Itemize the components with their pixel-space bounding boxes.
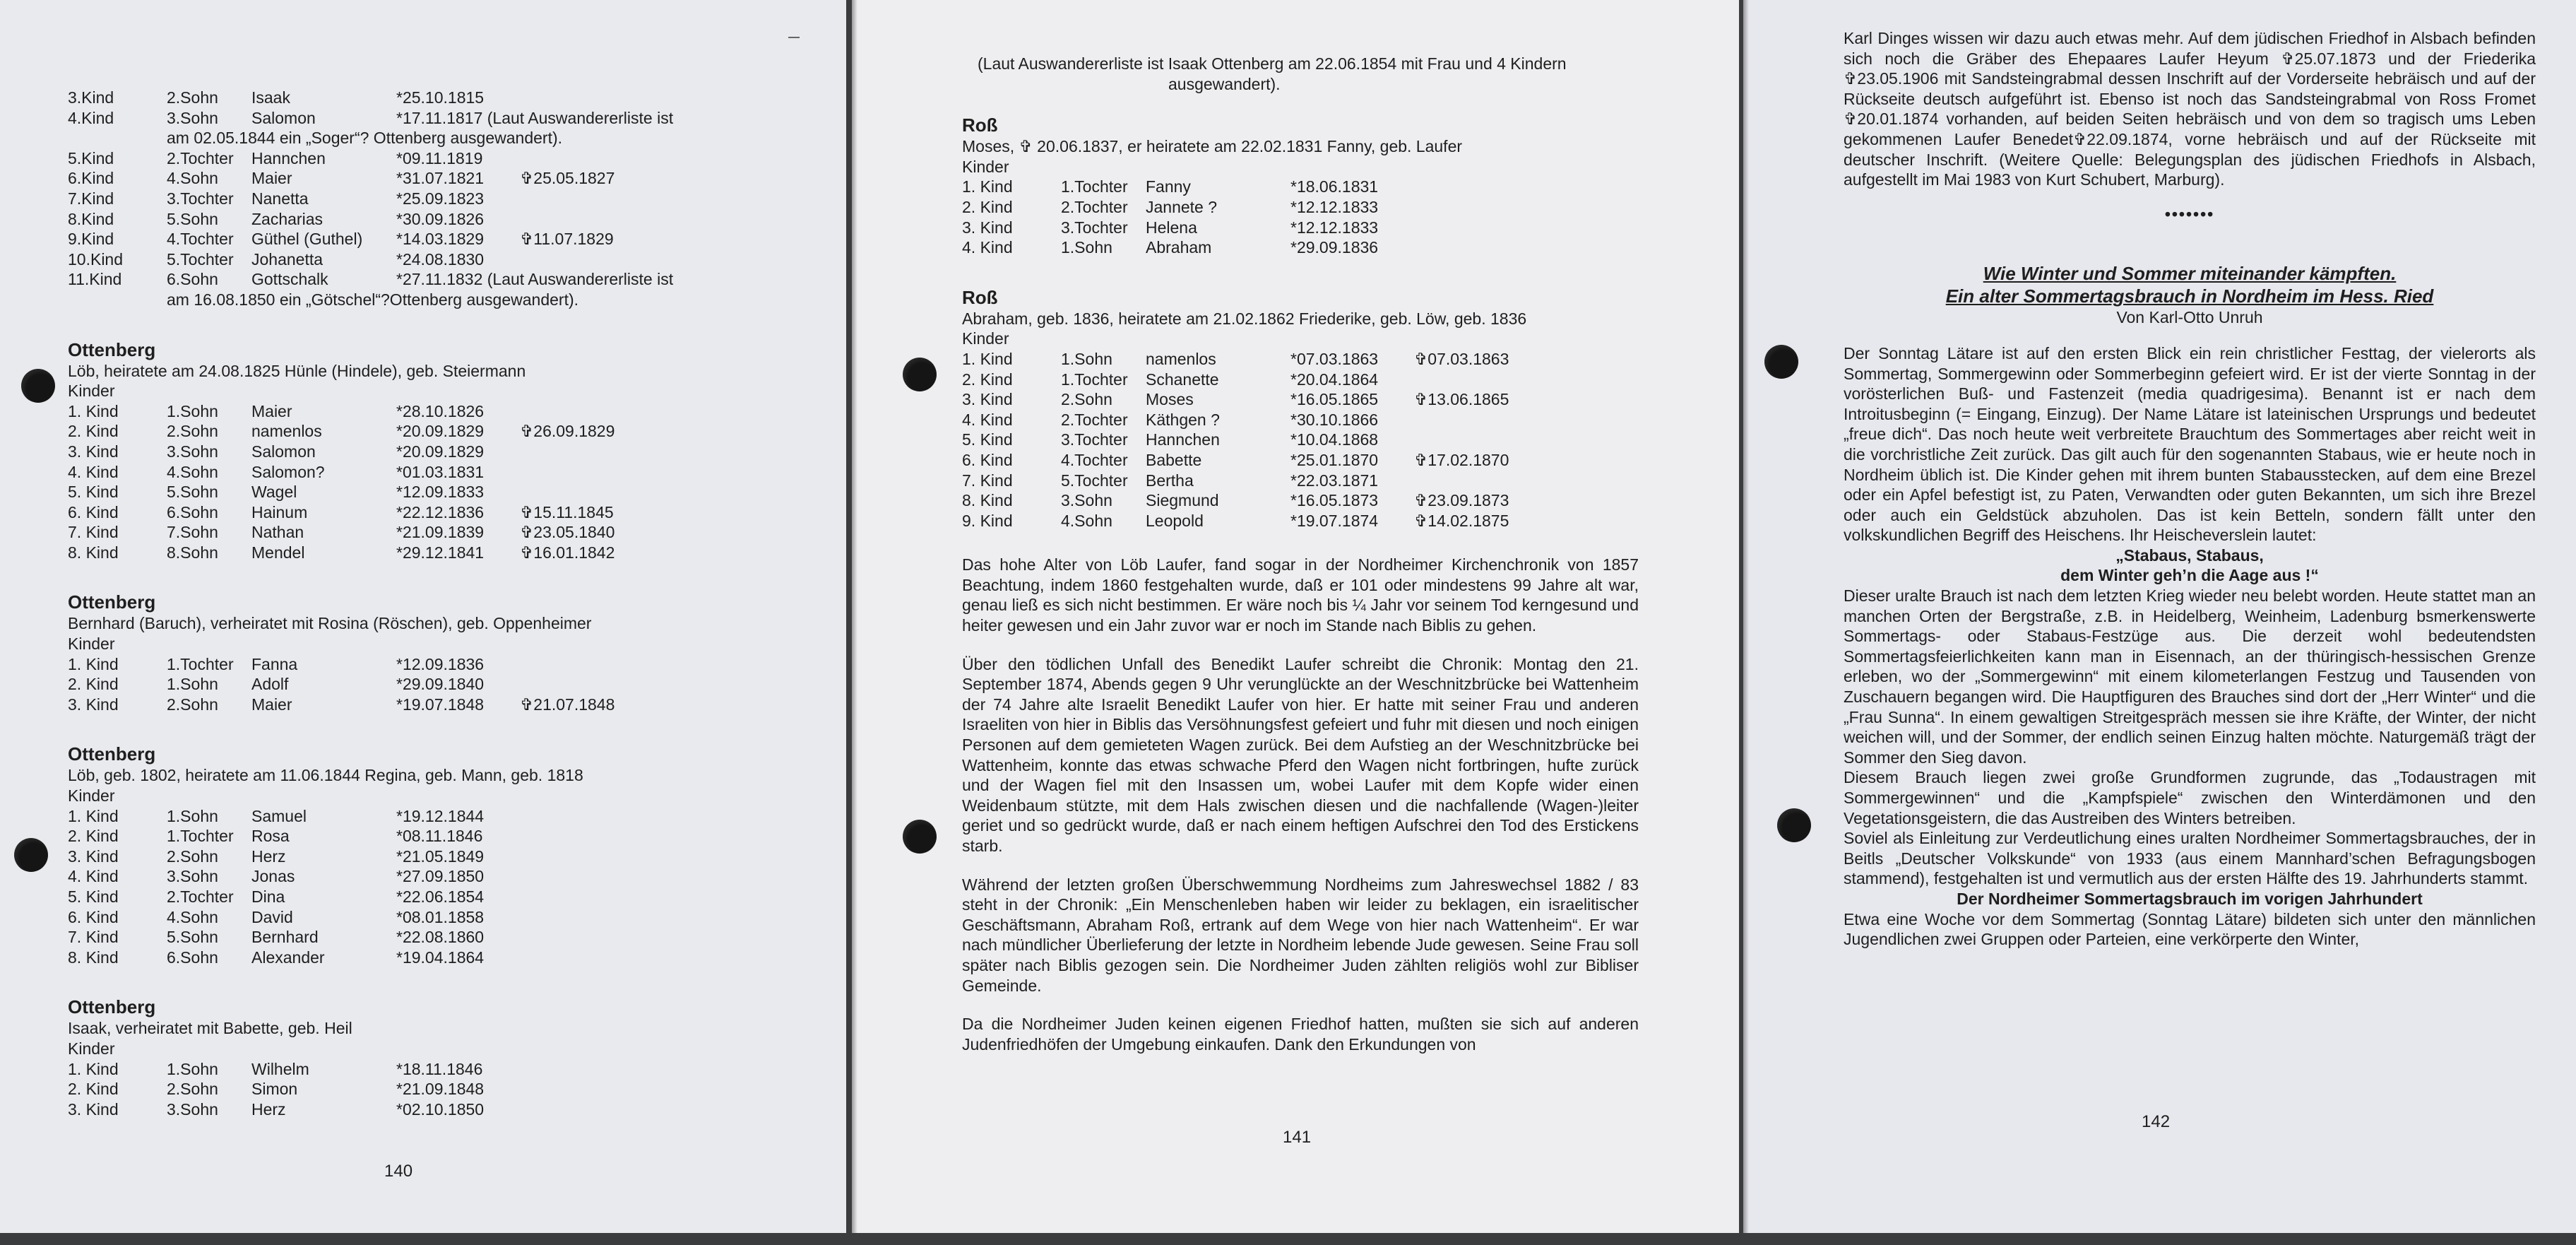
page-number: 142	[2142, 1112, 2171, 1131]
child-name: Jonas	[251, 867, 295, 886]
child-row	[68, 502, 817, 523]
birth-date: *22.06.1854	[396, 887, 485, 906]
child-row	[68, 148, 817, 169]
child-number: 3. Kind	[68, 442, 119, 461]
birth-date: *25.01.1870	[1290, 450, 1379, 469]
child-rank: 2.Sohn	[167, 88, 218, 107]
child-name: Simon	[251, 1080, 298, 1099]
child-name: Isaak	[251, 88, 290, 107]
child-row	[68, 290, 817, 310]
child-name: Dina	[251, 887, 285, 906]
birth-date: *08.01.1858	[396, 907, 485, 926]
child-rank: 1.Tochter	[167, 654, 234, 673]
birth-date: *12.09.1833	[396, 483, 485, 502]
paragraph: Karl Dinges wissen wir dazu auch etwas mehr. Auf dem jüdischen Friedhof in Alsbach befinden sich noch die Gräber des Ehepaares Laufer Heyum ✞25.07.1873 und der Friederika ✞23.05.1906 mit Sandsteingrabmal dessen Inschrift auf der Vorderseite hebräisch und auf der Rückseite deutsch aufgeführt ist. Ebenso ist noch das Sandsteingrabmal von Ross Fromet ✞20.01.1874 vorhanden, auf beiden Seiten hebräisch und von dem so tragisch ums Leben gekommenen Laufer Benedet✞22.09.1874, vorne hebräisch und auf der Rückseite mit deutscher Inschrift. (Weitere Quelle: Belegungsplan des jüdischen Friedhofs in Alsbach, aufgestellt im Mai 1983 von Kurt Schubert, Marburg).	[1844, 29, 2536, 189]
birth-date: *16.05.1865	[1290, 390, 1379, 409]
child-number: 4.Kind	[68, 108, 114, 127]
punch-hole	[21, 369, 55, 403]
child-number: 4. Kind	[962, 238, 1013, 257]
note-continuation: am 02.05.1844 ein „Soger“? Ottenberg ausgewandert).	[167, 129, 563, 148]
child-rank: 7.Sohn	[167, 523, 218, 542]
child-name: Mendel	[251, 543, 305, 562]
birth-date: *21.05.1849	[396, 846, 485, 866]
child-number: 3. Kind	[962, 218, 1013, 237]
child-name: Rosa	[251, 827, 290, 846]
death-date: ✞11.07.1829	[520, 230, 614, 249]
birth-date: *12.12.1833	[1290, 197, 1379, 216]
family-heading: Ottenberg	[68, 338, 156, 360]
children-label: Kinder	[962, 157, 1009, 176]
child-number: 7. Kind	[68, 523, 119, 542]
child-row	[68, 209, 817, 230]
child-rank: 6.Sohn	[167, 270, 218, 289]
child-number: 5. Kind	[68, 483, 119, 502]
child-number: 2. Kind	[962, 370, 1013, 389]
child-row	[68, 866, 817, 887]
section-heading: Der Nordheimer Sommertagsbrauch im vorigen Jahrhundert	[1957, 889, 2423, 908]
birth-date: *07.03.1863	[1290, 349, 1379, 368]
birth-date: *12.09.1836	[396, 654, 485, 673]
children-label: Kinder	[68, 635, 115, 654]
birth-date: *25.10.1815	[396, 88, 485, 107]
children-table-continued	[68, 88, 817, 310]
paragraph: Der Sonntag Lätare ist auf den ersten Blick ein rein christlicher Festtag, der vielerorts als Sommertag, Sommergewinn oder Sommerbeginn gefeiert wird. Er ist der vierte Sonntag in der vorösterlichen Buß- und Fastenzeit (media quadrigesima). Benannt ist er nach dem Introitusbeginn (= Eingang, Einzug). Der Name Lätare ist lateinischen Ursprungs und bedeutet „freue dich“. Das noch heute weit verbreitete Brauchtum des Sommertages aber reicht weit in die vorchristliche Zeit zurück. Das gilt auch für den sogenannten Stabaus, wie er heute noch in Nordheim üblich ist. Die Kinder gehen mit ihrem bunten Stabausstecken, auf dem eine Brezel oder ein Apfel befestigt ist, zu Paten, Verwandten oder guten Bekannten, um sich ihre Brezel oder auch ein Geldstück abzuholen. Das ist kein Betteln, sondern fällt unter den volkskundlichen Begriff des Heischens. Ihr Heischeverslein lautet:	[1844, 343, 2536, 545]
child-rank: 2.Tochter	[1061, 197, 1128, 216]
child-name: Maier	[251, 401, 292, 420]
child-name: Fanna	[251, 654, 298, 673]
child-rank: 5.Tochter	[167, 249, 234, 269]
page-140-content	[68, 88, 817, 1119]
child-rank: 2.Tochter	[167, 887, 234, 906]
child-name: Siegmund	[1146, 491, 1219, 510]
child-row	[68, 88, 817, 108]
child-row	[962, 237, 1668, 258]
child-name: Babette	[1146, 450, 1202, 469]
family-list	[962, 114, 1668, 531]
page-number: 141	[1283, 1128, 1312, 1147]
child-number: 5.Kind	[68, 148, 114, 167]
verse-line: dem Winter geh’n die Aage aus !“	[2060, 566, 2319, 585]
child-number: 1. Kind	[68, 401, 119, 420]
birth-date: *27.11.1832 (Laut Auswandererliste ist	[396, 270, 674, 289]
intro-line: (Laut Auswandererliste ist Isaak Ottenberg am 22.06.1854 mit Frau und 4 Kindern	[978, 54, 1567, 73]
page-140	[0, 0, 846, 1233]
child-row	[68, 695, 817, 715]
child-rank: 1.Sohn	[167, 401, 218, 420]
child-rank: 2.Sohn	[167, 1080, 218, 1099]
child-number: 6.Kind	[68, 169, 114, 188]
child-row	[68, 1059, 817, 1080]
child-number: 7. Kind	[68, 928, 119, 947]
birth-date: *28.10.1826	[396, 401, 485, 420]
family-description: Löb, heiratete am 24.08.1825 Hünle (Hindele), geb. Steiermann	[68, 361, 526, 380]
family-heading: Ottenberg	[68, 743, 156, 765]
child-row	[962, 490, 1668, 511]
child-rank: 3.Sohn	[1061, 491, 1112, 510]
child-rank: 2.Sohn	[167, 422, 218, 441]
child-number: 1. Kind	[962, 177, 1013, 196]
death-date: ✞13.06.1865	[1414, 390, 1509, 409]
birth-date: *19.12.1844	[396, 806, 485, 825]
birth-date: *31.07.1821	[396, 169, 485, 188]
child-row	[68, 482, 817, 502]
child-rank: 6.Sohn	[167, 502, 218, 521]
child-row	[962, 511, 1668, 531]
child-rank: 4.Sohn	[167, 907, 218, 926]
child-row	[68, 401, 817, 422]
page-142-content	[1844, 28, 2536, 950]
family-description: Bernhard (Baruch), verheiratet mit Rosina (Röschen), geb. Oppenheimer	[68, 614, 592, 633]
article-title: Wie Winter und Sommer miteinander kämpften.	[1983, 263, 2397, 285]
birth-date: *29.09.1836	[1290, 238, 1379, 257]
child-row	[68, 826, 817, 846]
child-name: Zacharias	[251, 209, 323, 228]
paragraph: Da die Nordheimer Juden keinen eigenen Friedhof hatten, mußten sie sich auf anderen Judenfriedhöfen der Umgebung einkaufen. Dank den Erkundungen von	[962, 1015, 1639, 1054]
birth-date: *22.12.1836	[396, 502, 485, 521]
birth-date: *27.09.1850	[396, 867, 485, 886]
child-number: 1. Kind	[68, 1059, 119, 1078]
child-row	[962, 389, 1668, 410]
child-name: Schanette	[1146, 370, 1219, 389]
paragraph: Etwa eine Woche vor dem Sommertag (Sonntag Lätare) bildeten sich unter den männlichen Jugendlichen zwei Gruppen oder Parteien, eine verkörperte den Winter,	[1844, 909, 2536, 949]
child-number: 8. Kind	[68, 543, 119, 562]
children-label: Kinder	[68, 786, 115, 806]
child-rank: 4.Sohn	[1061, 511, 1112, 530]
child-row	[962, 177, 1668, 197]
birth-date: *21.09.1848	[396, 1080, 485, 1099]
child-name: Hannchen	[251, 148, 326, 167]
birth-date: *24.08.1830	[396, 249, 485, 269]
child-rank: 1.Sohn	[1061, 238, 1112, 257]
child-number: 1. Kind	[68, 806, 119, 825]
child-number: 7.Kind	[68, 189, 114, 208]
birth-date: *29.12.1841	[396, 543, 485, 562]
child-number: 7. Kind	[962, 471, 1013, 490]
punch-hole	[903, 358, 937, 391]
child-name: Helena	[1146, 218, 1197, 237]
child-name: Maier	[251, 695, 292, 714]
paragraph: Dieser uralte Brauch ist nach dem letzten Krieg wieder neu belebt worden. Heute stattet man an manchen Orten der Bergstraße, z.B. in Heidelberg, Weinheim, Ladenburg bsmerkenswerte Sommertags- oder Stabaus-Festzüge aus. Die derzeit wohl bedeutendsten Sommertagsfeierlichkeiten kann man in Eisennach, an der thüringisch-hessischen Grenze erleben, wo der „Sommergewinn“ mit einem kilometerlangen Festzug und Tausenden von Zuschauern begangen wird. Die Hauptfiguren des Brauches sind dort der „Herr Winter“ und die „Frau Sunna“. In einem gewaltigen Streitgespräch messen sie ihre Kräfte, der Winter, der nicht weichen will, und der Sommer, der endlich seinen Einzug halten möchte. Naturgemäß trägt der Sommer den Sieg davon.	[1844, 586, 2536, 767]
child-row	[68, 806, 817, 827]
child-row	[68, 927, 817, 948]
child-row	[68, 229, 817, 249]
family-description: Löb, geb. 1802, heiratete am 11.06.1844 Regina, geb. Mann, geb. 1818	[68, 766, 583, 785]
death-date: ✞17.02.1870	[1414, 450, 1509, 469]
child-rank: 1.Tochter	[1061, 370, 1128, 389]
child-rank: 3.Sohn	[167, 1099, 218, 1119]
child-name: Salomon	[251, 108, 316, 127]
family-heading: Roß	[962, 114, 998, 136]
child-number: 9.Kind	[68, 230, 114, 249]
birth-date: *20.04.1864	[1290, 370, 1379, 389]
child-name: Herz	[251, 846, 286, 866]
child-row	[962, 410, 1668, 430]
birth-date: *02.10.1850	[396, 1099, 485, 1119]
child-number: 6. Kind	[68, 502, 119, 521]
birth-date: *19.07.1848	[396, 695, 485, 714]
child-row	[68, 269, 817, 290]
child-rank: 4.Sohn	[167, 462, 218, 481]
child-name: Samuel	[251, 806, 307, 825]
birth-date: *01.03.1831	[396, 462, 485, 481]
child-name: Salomon?	[251, 462, 325, 481]
child-number: 10.Kind	[68, 249, 124, 269]
child-name: David	[251, 907, 293, 926]
child-name: Adolf	[251, 675, 289, 694]
birth-date: *30.09.1826	[396, 209, 485, 228]
page-141	[852, 0, 1739, 1233]
child-rank: 2.Tochter	[1061, 410, 1128, 429]
child-rank: 1.Sohn	[167, 806, 218, 825]
birth-date: *17.11.1817 (Laut Auswandererliste ist	[396, 108, 674, 127]
family-list	[68, 338, 817, 1120]
child-rank: 2.Sohn	[167, 695, 218, 714]
child-number: 5. Kind	[962, 430, 1013, 449]
child-rank: 3.Tochter	[167, 189, 234, 208]
child-row	[68, 654, 817, 675]
child-name: Gottschalk	[251, 270, 328, 289]
child-number: 4. Kind	[68, 462, 119, 481]
children-label: Kinder	[68, 382, 115, 401]
child-name: Güthel (Guthel)	[251, 230, 363, 249]
death-date: ✞07.03.1863	[1414, 349, 1509, 368]
child-name: Leopold	[1146, 511, 1204, 530]
death-date: ✞16.01.1842	[520, 543, 615, 562]
child-row	[68, 128, 817, 148]
child-number: 4. Kind	[962, 410, 1013, 429]
birth-date: *20.09.1829	[396, 422, 485, 441]
child-row	[68, 522, 817, 543]
birth-date: *30.10.1866	[1290, 410, 1379, 429]
death-date: ✞26.09.1829	[520, 422, 615, 441]
child-row	[962, 218, 1668, 238]
child-rank: 4.Tochter	[1061, 450, 1128, 469]
child-name: Hainum	[251, 502, 308, 521]
intro-line: ausgewandert).	[1168, 74, 1281, 93]
child-rank: 4.Tochter	[167, 230, 234, 249]
child-row	[68, 674, 817, 695]
paragraph: Das hohe Alter von Löb Laufer, fand sogar in der Nordheimer Kirchenchronik von 1857 Beachtung, indem 1860 festgehalten wurde, daß er 101 oder mindestens 99 Jahre alt war, genau ließ es sich nicht bestimmen. Er wäre noch bis ¼ Jahr vor seinem Tod kerngesund und heiter gewesen und ein Jahr zuvor war er noch im Stande nach Biblis zu gehen.	[962, 555, 1639, 635]
article-subtitle: Ein alter Sommertagsbrauch in Nordheim im Hess. Ried	[1945, 285, 2434, 307]
child-name: Herz	[251, 1099, 286, 1119]
page-141-content	[962, 54, 1668, 1073]
punch-hole	[14, 838, 48, 872]
child-rank: 4.Sohn	[167, 169, 218, 188]
child-number: 8. Kind	[68, 948, 119, 967]
punch-hole	[903, 820, 937, 854]
child-row	[68, 442, 817, 462]
child-row	[68, 887, 817, 907]
child-rank: 1.Tochter	[167, 827, 234, 846]
child-name: namenlos	[251, 422, 322, 441]
child-number: 6. Kind	[68, 907, 119, 926]
punch-hole	[1777, 808, 1811, 842]
stray-mark	[788, 37, 800, 38]
child-number: 11.Kind	[68, 270, 122, 289]
child-row	[68, 168, 817, 189]
child-row	[68, 907, 817, 928]
child-rank: 8.Sohn	[167, 543, 218, 562]
birth-date: *22.08.1860	[396, 928, 485, 947]
birth-date: *09.11.1819	[396, 148, 483, 167]
child-row	[962, 349, 1668, 370]
child-name: namenlos	[1146, 349, 1216, 368]
child-name: Jannete ?	[1146, 197, 1218, 216]
child-rank: 2.Sohn	[167, 846, 218, 866]
family-description: Moses, ✞ 20.06.1837, er heiratete am 22.02.1831 Fanny, geb. Laufer	[962, 137, 1463, 156]
child-name: Alexander	[251, 948, 325, 967]
child-name: Nanetta	[251, 189, 309, 208]
child-row	[962, 197, 1668, 218]
child-number: 8. Kind	[962, 491, 1013, 510]
death-date: ✞23.05.1840	[520, 523, 615, 542]
child-name: Abraham	[1146, 238, 1212, 257]
children-label: Kinder	[68, 1039, 115, 1058]
child-name: Wilhelm	[251, 1059, 309, 1078]
separator: •••••••	[2164, 204, 2215, 223]
birth-date: *10.04.1868	[1290, 430, 1379, 449]
children-label: Kinder	[962, 329, 1009, 348]
death-date: ✞25.05.1827	[520, 169, 615, 188]
child-number: 1. Kind	[68, 654, 119, 673]
child-rank: 1.Tochter	[1061, 177, 1128, 196]
child-name: Maier	[251, 169, 292, 188]
child-number: 2. Kind	[68, 422, 119, 441]
child-row	[68, 108, 817, 129]
child-rank: 2.Sohn	[1061, 390, 1112, 409]
child-rank: 1.Sohn	[167, 675, 218, 694]
child-name: Hannchen	[1146, 430, 1220, 449]
family-description: Isaak, verheiratet mit Babette, geb. Heil	[68, 1019, 352, 1038]
child-number: 5. Kind	[68, 887, 119, 906]
verse-line: „Stabaus, Stabaus,	[2115, 545, 2264, 565]
death-date: ✞15.11.1845	[520, 502, 614, 521]
child-number: 3. Kind	[68, 695, 119, 714]
child-name: Käthgen ?	[1146, 410, 1220, 429]
child-number: 1. Kind	[962, 349, 1013, 368]
child-number: 2. Kind	[68, 827, 119, 846]
child-row	[68, 1099, 817, 1120]
child-row	[68, 846, 817, 867]
child-rank: 2.Tochter	[167, 148, 234, 167]
page-number: 140	[384, 1162, 413, 1181]
child-rank: 5.Sohn	[167, 209, 218, 228]
family-description: Abraham, geb. 1836, heiratete am 21.02.1862 Friederike, geb. Löw, geb. 1836	[962, 309, 1527, 328]
child-number: 3.Kind	[68, 88, 114, 107]
child-row	[68, 462, 817, 483]
paragraph: Diesem Brauch liegen zwei große Grundformen zugrunde, das „Todaustragen mit Sommergewinnen“ und die „Kampfspiele“ zwischen den Winterdämonen und den Vegetationsgeistern, die das Austreiben des Winters betreiben.	[1844, 768, 2536, 827]
child-number: 3. Kind	[68, 846, 119, 866]
paragraph: Soviel als Einleitung zur Verdeutlichung eines uralten Nordheimer Sommertagsbrauches, der in Beitls „Deutscher Volkskunde“ von 1933 (aus einem Mannhard’schen Befragungsbogen stammend), festgehalten ist und vermutlich aus der ersten Hälfte des 19. Jahrhunderts stammt.	[1844, 829, 2536, 888]
child-name: Bertha	[1146, 471, 1194, 490]
child-number: 2. Kind	[68, 1080, 119, 1099]
child-row	[68, 1079, 817, 1099]
child-rank: 1.Sohn	[1061, 349, 1112, 368]
child-name: Johanetta	[251, 249, 324, 269]
child-name: Bernhard	[251, 928, 319, 947]
birth-date: *14.03.1829	[396, 230, 485, 249]
paragraph: Über den tödlichen Unfall des Benedikt Laufer schreibt die Chronik: Montag den 21. September 1874, Abends gegen 9 Uhr verunglückte an der Weschnitzbrücke bei Wattenheim der 74 Jahre alte Israelit Benedikt Laufer von hier. Er hatte mit seiner Frau und anderen Israeliten von hier in Biblis das Versöhnungsfest gefeiert und fuhr mit diesen und noch einigen Personen auf dem gemieteten Wagen zurück. Bei dem Aufstieg an der Weschnitzbrücke bei Wattenheim, konnte das etwas schwache Pferd den Wagen nicht fortbringen, hufte zurück und der Wagen fiel mit den Insassen um, wobei Laufer mit dem Kopfe wider einen Weidenbaum stützte, mit dem Hals zwischen diesen und die nachfallende (Wagen-)leiter geriet und so gedrückt wurde, daß er nach einem heftigen Aufschrei den Tod des Erstickens starb.	[962, 654, 1639, 855]
child-number: 2. Kind	[962, 197, 1013, 216]
child-number: 8.Kind	[68, 209, 114, 228]
child-row	[962, 471, 1668, 491]
birth-date: *08.11.1846	[396, 827, 483, 846]
author-line: Von Karl-Otto Unruh	[2116, 308, 2263, 327]
child-name: Nathan	[251, 523, 304, 542]
child-rank: 5.Sohn	[167, 928, 218, 947]
child-row	[962, 430, 1668, 450]
child-number: 2. Kind	[68, 675, 119, 694]
child-rank: 3.Tochter	[1061, 218, 1128, 237]
child-row	[962, 370, 1668, 390]
punch-hole	[1764, 345, 1798, 379]
child-number: 4. Kind	[68, 867, 119, 886]
death-date: ✞21.07.1848	[520, 695, 615, 714]
child-row	[68, 249, 817, 270]
page-142	[1743, 0, 2576, 1233]
child-rank: 5.Tochter	[1061, 471, 1128, 490]
birth-date: *16.05.1873	[1290, 491, 1379, 510]
child-name: Wagel	[251, 483, 297, 502]
child-rank: 3.Sohn	[167, 108, 218, 127]
birth-date: *18.06.1831	[1290, 177, 1379, 196]
birth-date: *20.09.1829	[396, 442, 485, 461]
child-number: 3. Kind	[68, 1099, 119, 1119]
birth-date: *21.09.1839	[396, 523, 485, 542]
child-row	[68, 189, 817, 209]
child-rank: 3.Sohn	[167, 442, 218, 461]
note-continuation: am 16.08.1850 ein „Götschel“?Ottenberg ausgewandert).	[167, 290, 579, 309]
birth-date: *29.09.1840	[396, 675, 485, 694]
page-edge-shadow	[852, 0, 857, 1233]
child-rank: 3.Sohn	[167, 867, 218, 886]
death-date: ✞23.09.1873	[1414, 491, 1509, 510]
child-name: Salomon	[251, 442, 316, 461]
child-row	[68, 948, 817, 968]
family-heading: Ottenberg	[68, 591, 156, 613]
birth-date: *25.09.1823	[396, 189, 485, 208]
child-row	[68, 421, 817, 442]
birth-date: *19.04.1864	[396, 948, 485, 967]
birth-date: *18.11.1846	[396, 1059, 483, 1078]
child-row	[68, 543, 817, 563]
child-rank: 3.Tochter	[1061, 430, 1128, 449]
page-edge-shadow	[1743, 0, 1749, 1233]
child-number: 9. Kind	[962, 511, 1013, 530]
birth-date: *19.07.1874	[1290, 511, 1379, 530]
child-rank: 6.Sohn	[167, 948, 218, 967]
death-date: ✞14.02.1875	[1414, 511, 1509, 530]
child-rank: 1.Sohn	[167, 1059, 218, 1078]
child-name: Fanny	[1146, 177, 1191, 196]
family-heading: Roß	[962, 286, 998, 308]
family-heading: Ottenberg	[68, 996, 156, 1018]
child-row	[962, 450, 1668, 471]
child-rank: 5.Sohn	[167, 483, 218, 502]
body-text	[962, 555, 1639, 1054]
child-number: 3. Kind	[962, 390, 1013, 409]
birth-date: *22.03.1871	[1290, 471, 1379, 490]
child-name: Moses	[1146, 390, 1194, 409]
birth-date: *12.12.1833	[1290, 218, 1379, 237]
paragraph: Während der letzten großen Überschwemmung Nordheims zum Jahreswechsel 1882 / 83 steht in der Chronik: „Ein Menschenleben haben wir leider zu beklagen, ein israelitischer Geschäftsmann, Abraham Roß, ertrank auf dem Wege von hier nach Wattenheim“. Er war nach mündlicher Überlieferung der letzte in Nordheim lebende Jude gewesen. Seine Frau soll später nach Biblis gezogen sein. Die Nordheimer Juden zählten religiös wohl zur Bibliser Gemeinde.	[962, 875, 1639, 995]
child-number: 6. Kind	[962, 450, 1013, 469]
